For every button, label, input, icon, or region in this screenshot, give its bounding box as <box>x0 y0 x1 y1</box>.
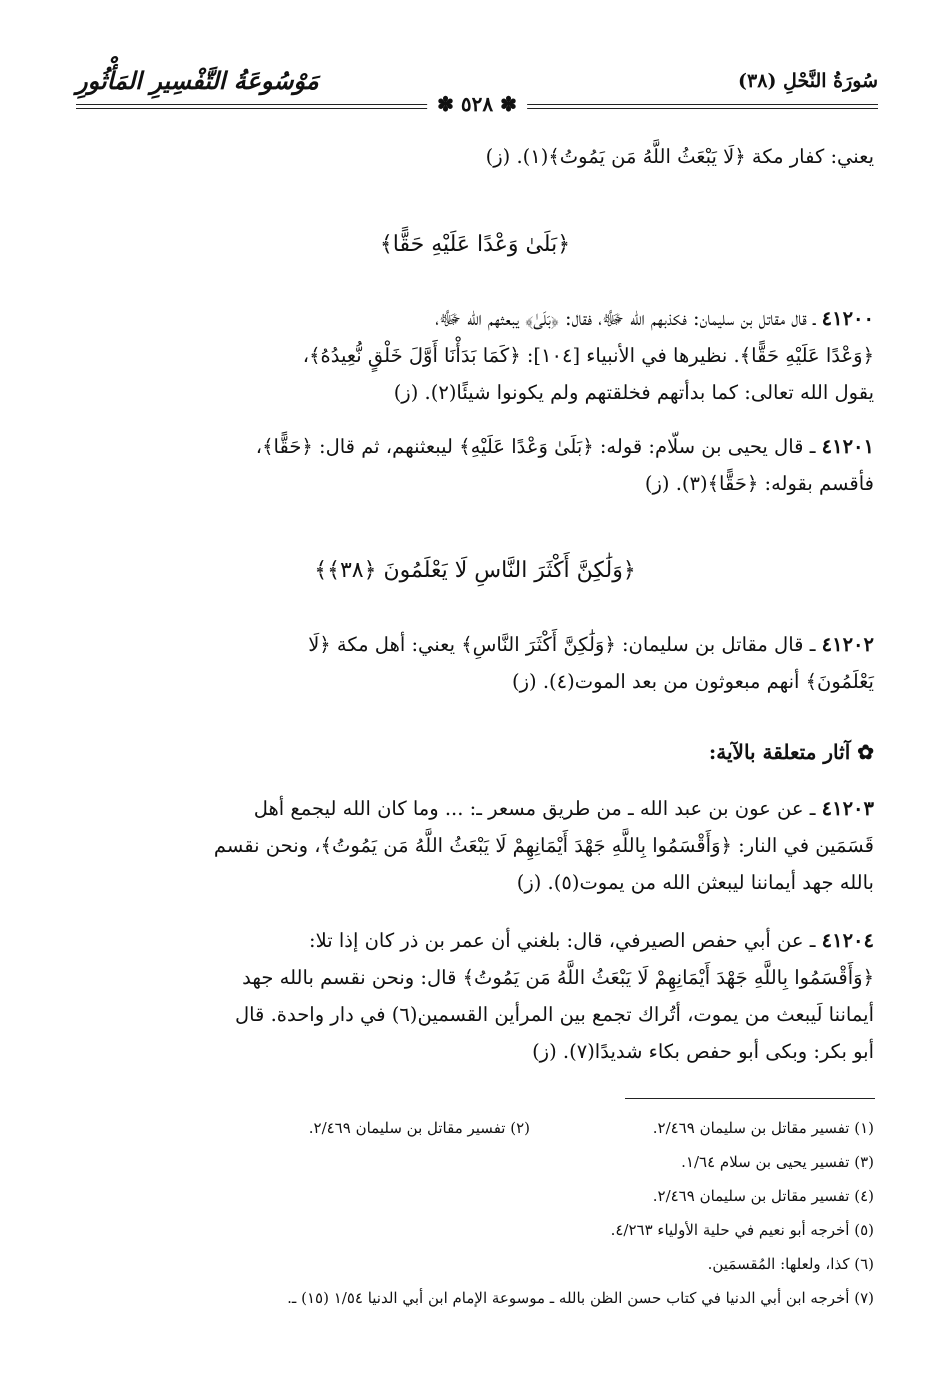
footnote: (٤) تفسير مقاتل بن سليمان ٢/٤٦٩. <box>652 1187 874 1205</box>
entry-line: ٤١٢٠٠ ـ قال مقاتل بن سليمان: فكذبهم الله ﷻ، فقال: ﴿بَلَىٰ﴾ يبعثهم الله ﷻ، <box>435 307 874 330</box>
ornament-icon: ✽ <box>437 92 461 116</box>
surah-title: سُورَةُ النَّحْلِ (٣٨) <box>738 70 878 92</box>
entry-line: أيماننا لَيبعث من يموت، أتُراك تجمع بين المرأين القسمين(٦) في دار واحدة. قال <box>234 1003 874 1026</box>
entry-line: ٤١٢٠٢ ـ قال مقاتل بن سليمان: ﴿وَلَٰكِنَّ أَكْثَرَ النَّاسِ﴾ يعني: أهل مكة ﴿لَا <box>308 633 874 656</box>
section-heading: ✿ آثار متعلقة بالآية: <box>708 740 874 764</box>
ornament-icon: ✽ <box>493 92 517 116</box>
footnote: (٦) كذا، ولعلها: المُقسمَين. <box>707 1255 874 1273</box>
footnote: (٧) أخرجه ابن أبي الدنيا في كتاب حسن الظن بالله ـ موسوعة الإمام ابن أبي الدنيا ١/٥٤ (١٥) ـ. <box>287 1289 874 1307</box>
entry-41203 <box>76 790 874 901</box>
page-number: ✽ ٥٢٨ ✽ <box>427 92 527 116</box>
page-header <box>76 62 878 116</box>
entry-line: بالله جهد أيماننا ليبعثن الله من يموت(٥). (ز) <box>516 871 874 894</box>
entry-line: أبو بكر: وبكى أبو حفص بكاء شديدًا(٧). (ز) <box>532 1040 874 1063</box>
entry-41204 <box>76 922 874 1070</box>
entry-line: ﴿وَأَقْسَمُوا بِاللَّهِ جَهْدَ أَيْمَانِهِمْ لَا يَبْعَثُ اللَّهُ مَن يَمُوتُ﴾ قال: ونحن نقسم بالله جهد <box>242 966 874 989</box>
verse-heading-1: ﴿بَلَىٰ وَعْدًا عَلَيْهِ حَقًّا﴾ <box>379 232 571 257</box>
entry-line: ٤١٢٠٤ ـ عن أبي حفص الصيرفي، قال: بلغني أن عمر بن ذر كان إذا تلا: <box>309 929 874 952</box>
entry-number: ٤١٢٠١ <box>821 435 874 458</box>
entry-41200 <box>76 300 874 411</box>
entry-41202 <box>76 626 874 700</box>
entry-line: فأقسم بقوله: ﴿حَقًّا﴾(٣). (ز) <box>644 472 874 495</box>
entry-41201 <box>76 428 874 502</box>
footnote: (٣) تفسير يحيى بن سلام ١/٦٤. <box>681 1153 874 1171</box>
book-title: مَوْسُوعَةُ التَّفْسِيرِ المَأْثُورِ <box>76 66 319 95</box>
entry-number: ٤١٢٠٠ <box>821 307 874 330</box>
verse-heading-2: ﴿وَلَٰكِنَّ أَكْثَرَ النَّاسِ لَا يَعْلَمُونَ ﴿٣٨﴾﴾ <box>314 558 636 583</box>
entry-line: ﴿وَعْدًا عَلَيْهِ حَقًّا﴾. نظيرها في الأنبياء [١٠٤]: ﴿كَمَا بَدَأْنَا أَوَّلَ خَلْقٍ نُّعِيدُهُ﴾، <box>302 344 874 367</box>
flower-icon: ✿ <box>850 740 874 764</box>
footnote: (١) تفسير مقاتل بن سليمان ٢/٤٦٩. <box>652 1119 874 1137</box>
entry-line: يقول الله تعالى: كما بدأتهم فخلقتهم ولم يكونوا شيئًا(٢). (ز) <box>393 381 874 404</box>
entry-number: ٤١٢٠٤ <box>821 929 874 952</box>
entry-number: ٤١٢٠٢ <box>821 633 874 656</box>
entry-line: يَعْلَمُونَ﴾ أنهم مبعوثون من بعد الموت(٤). (ز) <box>512 670 874 693</box>
entry-line: قَسَمَين في النار: ﴿وَأَقْسَمُوا بِاللَّهِ جَهْدَ أَيْمَانِهِمْ لَا يَبْعَثُ اللَّهُ مَن يَمُوتُ﴾، ونحن نقسم <box>213 834 874 857</box>
footnote-rule <box>625 1098 875 1099</box>
entry-line: ٤١٢٠٣ ـ عن عون بن عبد الله ـ من طريق مسعر ـ: ... وما كان الله ليجمع أهل <box>253 797 874 820</box>
entry-number: ٤١٢٠٣ <box>821 797 874 820</box>
footnote: (٢) تفسير مقاتل بن سليمان ٢/٤٦٩. <box>308 1119 530 1137</box>
entry-line: ٤١٢٠١ ـ قال يحيى بن سلّام: قوله: ﴿بَلَىٰ وَعْدًا عَلَيْهِ﴾ ليبعثنهم، ثم قال: ﴿حَقًّا﴾، <box>255 435 874 458</box>
footnote: (٥) أخرجه أبو نعيم في حلية الأولياء ٤/٢٦٣. <box>610 1221 874 1239</box>
top-line: يعني: كفار مكة ﴿لَا يَبْعَثُ اللَّهُ مَن يَمُوتُ﴾(١). (ز) <box>485 145 874 168</box>
